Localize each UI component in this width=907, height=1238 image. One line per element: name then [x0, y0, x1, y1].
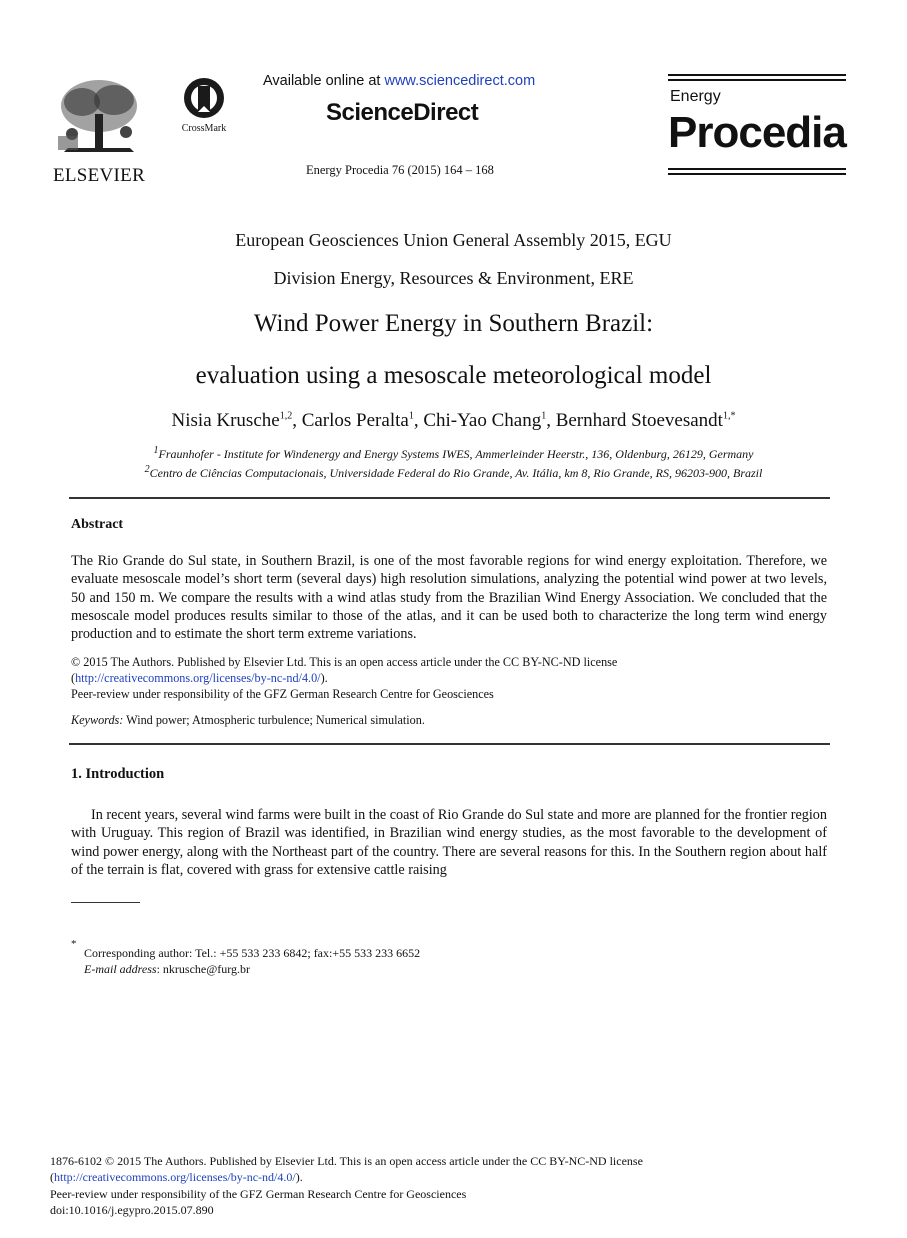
abstract-copyright: © 2015 The Authors. Published by Elsevier Ltd. This is an open access article under the CC BY-NC-ND license [71, 655, 618, 669]
elsevier-tree-icon [52, 74, 146, 156]
affiliation-2: $^2$Centro de Ciências Computacionais, Universidade Federal do Rio Grande, Av. Itália, km 8, Rio Grande, RS, 96203-900, Brazil [144, 464, 763, 480]
footer-issn-license: 1876-6102 © 2015 The Authors. Published by Elsevier Ltd. This is an open access article under the CC BY-NC-ND license [50, 1154, 643, 1168]
footnote-corresponding: Corresponding author: Tel.: +55 533 233 6842; fax:+55 533 233 6652 [84, 946, 421, 960]
crossmark-logo[interactable] [176, 76, 232, 136]
author: Bernhard Stoevesandt$^{1,*}$ [555, 410, 736, 431]
footer-peer-review: Peer-review under responsibility of the GFZ German Research Centre for Geosciences [50, 1187, 467, 1201]
conference-line-1: European Geosciences Union General Assembly 2015, EGU [235, 230, 672, 250]
introduction-text: In recent years, several wind farms were built in the coast of Rio Grande do Sul state and more are planned for the frontier region with Uruguay. This region of Brazil was identified, in Brazilian wind energy studies, as the most favorable to the development of wind power energy, along with the Northeast part of the country. There are several reasons for this. In the Southern region about half of the terrain is flat, covered with grass for extensive cattle raising [71, 807, 827, 878]
keywords: Keywords: Wind power; Atmospheric turbulence; Numerical simulation. [71, 713, 425, 727]
energy-procedia-logo [668, 74, 846, 178]
sciencedirect-logo: ScienceDirect [326, 99, 479, 126]
divider-top [69, 497, 830, 499]
footer-license-url: (http://creativecommons.org/licenses/by-nc-nd/4.0/). [50, 1170, 303, 1184]
author: Chi-Yao Chang$^1$, [423, 410, 556, 431]
divider-bottom [69, 743, 830, 745]
footnote-email: E-mail address: nkrusche@furg.br [84, 962, 251, 976]
paper-title-line-1: Wind Power Energy in Southern Brazil: [253, 310, 654, 337]
elsevier-logo [52, 74, 146, 186]
author-list [0, 410, 907, 432]
author: Carlos Peralta$^1$, [301, 410, 424, 431]
conference-line-2: Division Energy, Resources & Environment, ERE [273, 268, 634, 288]
affiliation-1: $^1$Fraunhofer - Institute for Windenergy and Energy Systems IWES, Ammerleinder Heerstr., 136, Oldenburg, 26129, Germany [153, 445, 754, 461]
journal-citation: Energy Procedia 76 (2015) 164 – 168 [306, 163, 494, 177]
footnote-mark: * [71, 938, 77, 950]
abstract-license: (http://creativecommons.org/licenses/by-nc-nd/4.0/). [71, 671, 328, 685]
footer-doi: doi:10.1016/j.egypro.2015.07.890 [50, 1203, 214, 1217]
paper-title-line-2: evaluation using a mesoscale meteorological model [195, 362, 712, 389]
abstract-heading: Abstract [71, 517, 124, 532]
crossmark-icon [182, 76, 226, 120]
abstract-peer-review: Peer-review under responsibility of the GFZ German Research Centre for Geosciences [71, 687, 494, 701]
available-online: Available online at www.sciencedirect.com [263, 73, 536, 89]
crossmark-label: CrossMark [181, 123, 227, 134]
license-link[interactable]: http://creativecommons.org/licenses/by-nc-nd/4.0/ [75, 671, 321, 685]
footer-license-link[interactable]: http://creativecommons.org/licenses/by-nc-nd/4.0/ [54, 1170, 296, 1184]
sciencedirect-link[interactable]: www.sciencedirect.com [384, 73, 536, 89]
elsevier-label: ELSEVIER [52, 165, 146, 186]
author: Nisia Krusche$^{1,2}$, [171, 410, 302, 431]
abstract-text: The Rio Grande do Sul state, in Southern Brazil, is one of the most favorable regions for wind energy exploitation. Therefore, we evaluate mesoscale model’s short term (several days) high resolution simulations, analyzing the potential wind power at two levels, 50 and 150 m. We compare the results with a wind atlas study from the Brazilian Wind Energy Association. We concluded that the mesoscale model produces results similar to those of the atlas, and it can be used both to characterize the long term wind energy production and to estimate the short term extreme variations. [71, 553, 827, 643]
footnote-rule [71, 902, 140, 903]
section-heading-introduction: 1. Introduction [71, 766, 165, 782]
procedia-small-label: Energy [670, 88, 721, 105]
procedia-big-label: Procedia [668, 108, 846, 157]
